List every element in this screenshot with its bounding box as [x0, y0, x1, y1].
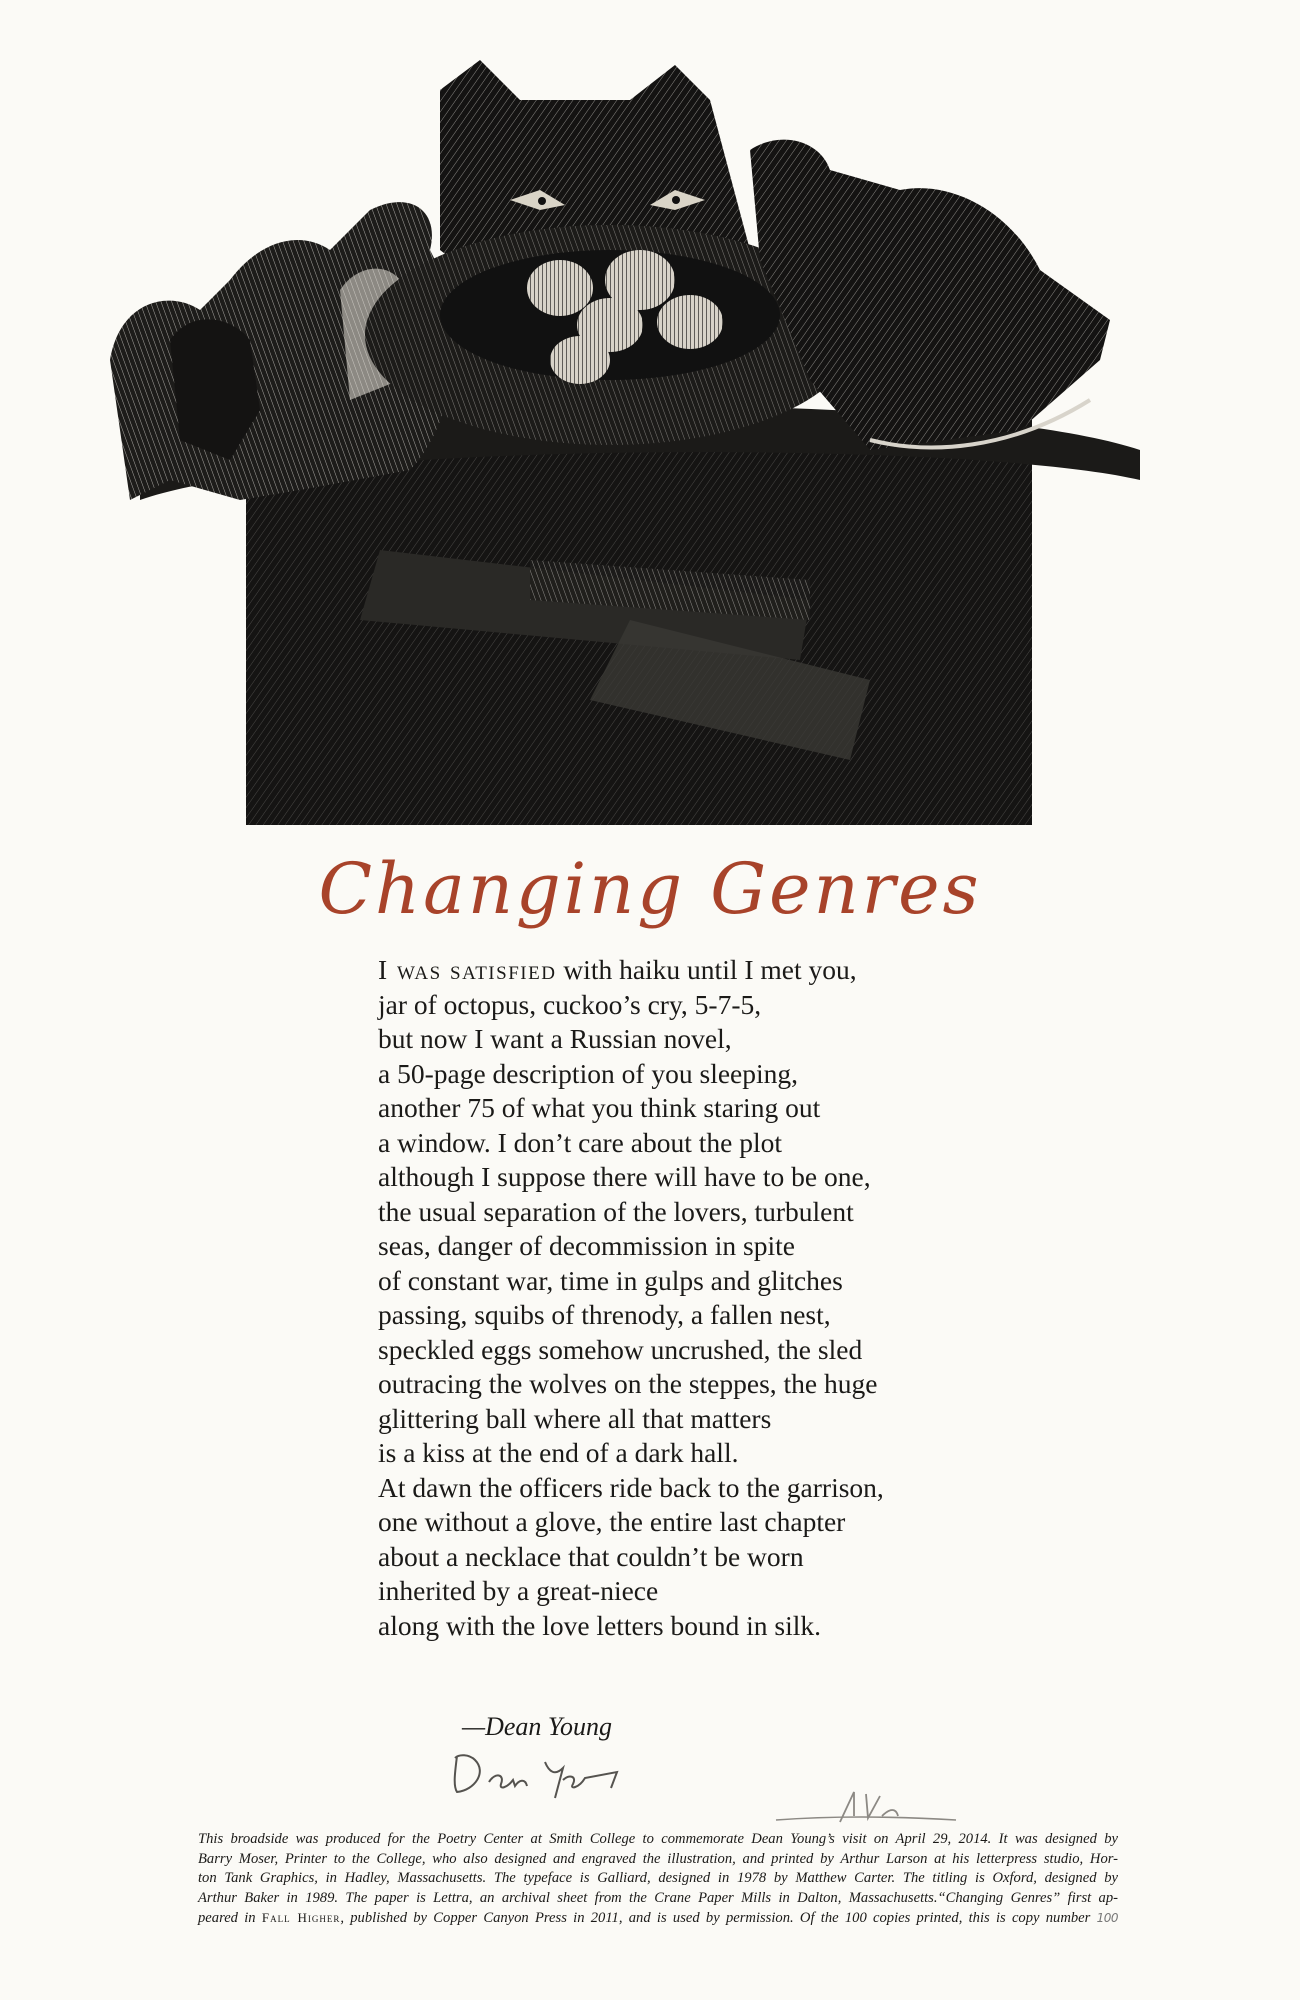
poem-line: outracing the wolves on the steppes, the huge — [378, 1368, 878, 1399]
handwritten-copy-number: 100 — [1096, 1911, 1119, 1925]
poem-line: glittering ball where all that matters — [378, 1402, 772, 1434]
poem-line: jar of octopus, cuckoo’s cry, 5-7-5, — [378, 988, 762, 1020]
poem-line: a window. I don’t care about the plot — [378, 1126, 782, 1158]
colophon-line: ton Tank Graphics, in Hadley, Massachusetts. The typeface is Galliard, designed in 1978 by Matthew Carter. The titling is Oxford, designed by — [198, 1870, 1118, 1886]
poem-line: a 50-page description of you sleeping, — [378, 1057, 799, 1089]
colophon-text: , published by Copper Canyon Press in 2011, and is used by permission. Of the 100 copies printed, this is copy number — [340, 1910, 1091, 1926]
poem-line: but now I want a Russian novel, — [378, 1023, 732, 1054]
colophon-line: Barry Moser, Printer to the College, who also designed and engraved the illustration, and printed by Arthur Larson at his letterpress studio, Hor- — [198, 1850, 1118, 1867]
colophon-line: Arthur Baker in 1989. The paper is Lettra, an archival sheet from the Crane Paper Mills in Dalton, Massachusetts.“Changing Genres” first ap- — [198, 1889, 1118, 1906]
poem-line-rest: with haiku until I met you, — [556, 954, 857, 985]
poem-line: is a kiss at the end of a dark hall. — [378, 1437, 739, 1468]
poem-title: Changing Genres — [318, 848, 982, 930]
poem-line: passing, squibs of threnody, a fallen nest, — [378, 1299, 831, 1330]
poem-line: another 75 of what you think staring out — [378, 1092, 821, 1123]
author-attribution: —Dean Young — [462, 1712, 613, 1741]
poem-opening-words: I was satisfied — [378, 954, 557, 985]
poem-line: the usual separation of the lovers, turbulent — [378, 1195, 854, 1227]
poem-line: about a necklace that couldn’t be worn — [378, 1540, 804, 1572]
colophon-line — [198, 1908, 1118, 1929]
wolf-nest-engraving-image — [110, 60, 1140, 825]
poem-line: inherited by a great-niece — [378, 1575, 659, 1606]
engraving-illustration — [110, 60, 1140, 825]
poem-line: seas, danger of decommission in spite — [378, 1230, 795, 1261]
poem-line: one without a glove, the entire last chapter — [378, 1506, 846, 1537]
poem-line: along with the love letters bound in silk. — [378, 1609, 821, 1641]
author-signature — [445, 1742, 625, 1802]
colophon — [198, 1830, 1118, 1929]
poem-line — [378, 953, 998, 988]
printer-signature — [770, 1786, 960, 1828]
poem-line: although I suppose there will have to be one, — [378, 1161, 871, 1192]
poem-line: At dawn the officers ride back to the garrison, — [378, 1471, 884, 1503]
book-title: Fall Higher — [261, 1910, 341, 1925]
poem-line: of constant war, time in gulps and glitches — [378, 1264, 843, 1296]
poem-line: speckled eggs somehow uncrushed, the sled — [378, 1333, 863, 1365]
colophon-line: This broadside was produced for the Poetry Center at Smith College to commemorate Dean Young’s visit on April 29, 2014. It was designed by — [198, 1831, 1118, 1847]
colophon-text: peared in — [198, 1910, 262, 1926]
poem-body — [378, 953, 998, 1643]
